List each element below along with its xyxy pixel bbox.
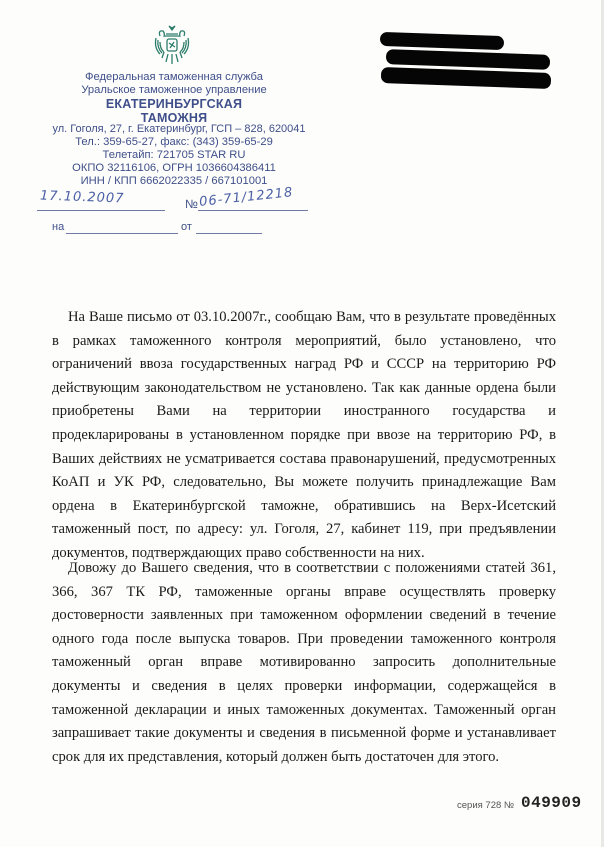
number-sign: № [185,197,198,211]
redaction-bar [381,67,551,89]
ref-date-line [196,233,262,234]
agency-name: Федеральная таможенная служба [85,71,263,83]
paragraph-text: На Ваше письмо от 03.10.2007г., сообщаю Вам, что в результате проведённых в рамках таможенного контроля мероприятий, было установлено, что ограничений ввоза государственных наград РФ и СССР на территорию РФ действующим законодательством не установлено. Так как данные ордена были приобретены Вами на территории иностранного государства и продекларированы в установленном порядке при ввозе на территорию РФ, в Ваших действиях не усматривается состава правонарушений, предусмотренных КоАП и УК РФ, следовательно, Вы можете получить принадлежащие Вам ордена в Екатеринбургской таможне, обратившись на Верх-Исетский таможенный пост, по адресу: ул. Гоголя, 27, кабинет 119, при предъявлении документов, подтверждающих право собственности на них. [52,309,556,561]
regional-office-name: Уральское таможенное управление [81,84,267,96]
office-okpo: ОКПО 32116106, ОГРН 1036604386411 [72,162,276,174]
ref-label: на [52,221,65,233]
customs-office-name-2: ТАМОЖНЯ [140,111,208,125]
body-paragraph-1 [52,306,556,566]
redaction-bar [386,49,550,70]
office-address: ул. Гоголя, 27, г. Екатеринбург, ГСП – 828, 620041 [52,123,306,135]
ref-from-label: от [181,221,192,233]
office-phone: Тел.: 359-65-27, факс: (343) 359-65-29 [75,136,273,148]
customs-office-name: ЕКАТЕРИНБУРГСКАЯ [105,97,243,111]
paragraph-text: Довожу до Вашего сведения, что в соответствии с положениями статей 361, 366, 367 ТК РФ, таможенные органы вправе осуществлять проверку достоверности заявленных при таможенном оформлении сведений в течение одного года после выпуска товаров. При проведении таможенного контроля таможенный орган вправе мотивированно запросить дополнительные документы и сведения в целях проверки информации, содержащейся в таможенной декларации и иных таможенных документах. Таможенный орган запрашивает такие документы и сведения в письменной форме и устанавливает срок для их представления, который должен быть достаточен для этого. [52,560,556,765]
body-paragraph-2 [52,557,556,769]
ref-number-line [66,233,178,234]
redaction-bar [380,32,504,50]
office-inn: ИНН / КПП 6662022335 / 667101001 [80,175,268,187]
office-telegraph: Телетайп: 721705 STAR RU [102,149,246,161]
handwritten-date: 17.10.2007 [39,188,125,207]
serial-number: 049909 [521,794,582,812]
double-headed-eagle-emblem-icon [152,24,192,68]
handwritten-reg-number: 06-71/12218 [198,185,295,210]
serial-label: серия 728 № [457,800,515,811]
